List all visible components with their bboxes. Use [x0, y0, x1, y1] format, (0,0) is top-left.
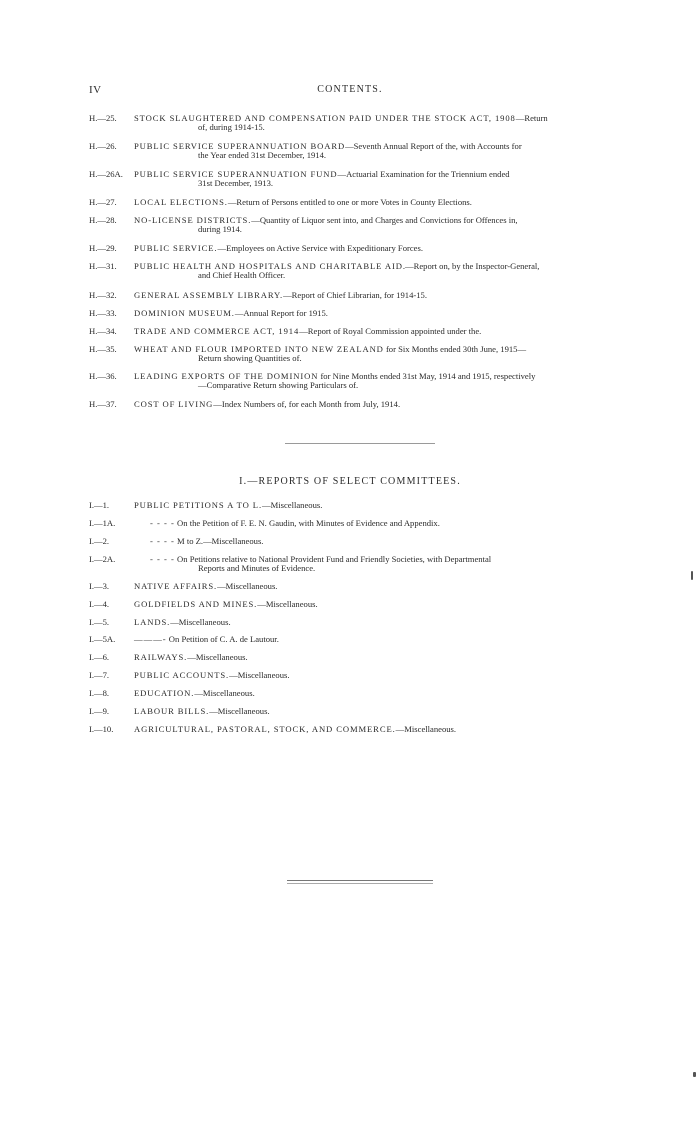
entry-description: —Annual Report for 1915.: [234, 308, 328, 318]
entry-code: I.—4.: [89, 599, 110, 609]
contents-entry-h33: [89, 309, 674, 318]
margin-speck: [691, 571, 693, 580]
entry-continuation: Return showing Quantities of.: [198, 353, 302, 364]
margin-speck: [693, 1072, 696, 1077]
entry-continuation: of, during 1914-15.: [198, 122, 265, 133]
entry-description: for Six Months ended 30th June, 1915—: [383, 344, 527, 354]
contents-entry-h34: [89, 327, 674, 336]
section-divider: [285, 443, 435, 444]
entry-continuation: and Chief Health Officer.: [198, 270, 286, 281]
contents-entry-h36: [89, 372, 674, 390]
entry-code: I.—5.: [89, 617, 110, 627]
entry-code: I.—8.: [89, 688, 110, 698]
entry-title: GENERAL ASSEMBLY LIBRARY.: [134, 290, 284, 300]
entry-description: —Actuarial Examination for the Triennium ended: [337, 169, 510, 179]
entry-title: WHEAT AND FLOUR IMPORTED INTO NEW ZEALAND: [134, 344, 384, 354]
contents-entry-i2a: [89, 555, 674, 573]
entry-description: for Nine Months ended 31st May, 1914 and 1915, respectively: [318, 371, 536, 381]
contents-entry-i3: [89, 582, 674, 591]
entry-description: —Miscellaneous.: [209, 706, 270, 716]
contents-entry-i6: [89, 653, 674, 662]
contents-entry-i4: [89, 600, 674, 609]
contents-entry-h25: [89, 114, 674, 132]
entry-title: EDUCATION.: [134, 688, 195, 698]
entry-continuation: 31st December, 1913.: [198, 178, 274, 189]
entry-code: H.—35.: [89, 344, 117, 354]
entry-description: M to Z.—Miscellaneous.: [174, 536, 264, 546]
entry-description: —Return: [515, 113, 548, 123]
entry-code: H.—29.: [89, 243, 117, 253]
entry-title: COST OF LIVING: [134, 399, 214, 409]
contents-entry-h27: [89, 198, 674, 207]
entry-title: LEADING EXPORTS OF THE DOMINION: [134, 371, 319, 381]
ditto-mark: - - - -: [150, 518, 175, 528]
entry-code: I.—10.: [89, 724, 114, 734]
entry-code: I.—2.: [89, 536, 110, 546]
entry-description: —Index Numbers of, for each Month from July, 1914.: [213, 399, 401, 409]
contents-entry-i7: [89, 671, 674, 680]
contents-entry-h32: [89, 291, 674, 300]
entry-title: NO-LICENSE DISTRICTS.: [134, 215, 252, 225]
entry-continuation: during 1914.: [198, 224, 242, 235]
entry-title: LABOUR BILLS.: [134, 706, 210, 716]
entry-code: I.—6.: [89, 652, 110, 662]
entry-title: STOCK SLAUGHTERED AND COMPENSATION PAID UNDER THE STOCK ACT, 1908: [134, 113, 516, 123]
entry-description: —Employees on Active Service with Expeditionary Forces.: [217, 243, 423, 253]
end-rule-upper: [287, 880, 433, 881]
entry-title: TRADE AND COMMERCE ACT, 1914: [134, 326, 300, 336]
contents-entry-i5: [89, 618, 674, 627]
entry-title: PUBLIC SERVICE SUPERANNUATION BOARD: [134, 141, 346, 151]
entry-description: —Report of Royal Commission appointed under the.: [299, 326, 482, 336]
contents-entry-h26a: [89, 170, 674, 188]
entry-code: I.—7.: [89, 670, 110, 680]
entry-code: I.—9.: [89, 706, 110, 716]
entry-code: H.—33.: [89, 308, 117, 318]
entry-title: GOLDFIELDS AND MINES.: [134, 599, 258, 609]
contents-entry-i1a: [89, 519, 674, 528]
entry-title: PUBLIC HEALTH AND HOSPITALS AND CHARITABLE AID: [134, 261, 403, 271]
contents-entry-i10: [89, 725, 674, 734]
entry-code: H.—26A.: [89, 169, 123, 179]
entry-description: —Return of Persons entitled to one or more Votes in County Elections.: [227, 197, 472, 207]
entry-continuation: the Year ended 31st December, 1914.: [198, 150, 327, 161]
entry-code: H.—27.: [89, 197, 117, 207]
entry-description: .—Report on, by the Inspector-General,: [402, 261, 540, 271]
entry-code: I.—3.: [89, 581, 110, 591]
entry-description: On Petitions relative to National Provident Fund and Friendly Societies, with Departmental: [174, 554, 492, 564]
entry-description: —Report of Chief Librarian, for 1914-15.: [283, 290, 427, 300]
entry-code: H.—34.: [89, 326, 117, 336]
entry-title: PUBLIC ACCOUNTS.: [134, 670, 230, 680]
entry-description: —Quantity of Liquor sent into, and Charges and Convictions for Offences in,: [251, 215, 518, 225]
ditto-mark: - - - -: [150, 554, 175, 564]
entry-description: —Miscellaneous.: [262, 500, 323, 510]
entry-code: I.—5A.: [89, 634, 116, 644]
entry-code: I.—2A.: [89, 554, 116, 564]
entry-title: PUBLIC SERVICE SUPERANNUATION FUND: [134, 169, 338, 179]
entry-code: H.—36.: [89, 371, 117, 381]
entry-continuation: Reports and Minutes of Evidence.: [198, 563, 316, 574]
entry-code: I.—1.: [89, 500, 110, 510]
end-rule-lower: [287, 883, 433, 884]
entry-code: H.—32.: [89, 290, 117, 300]
contents-entry-i8: [89, 689, 674, 698]
entry-code: H.—28.: [89, 215, 117, 225]
entry-description: —Miscellaneous.: [187, 652, 248, 662]
entry-title: LANDS.: [134, 617, 171, 627]
entry-title: PUBLIC SERVICE.: [134, 243, 218, 253]
contents-entry-i2: [89, 537, 674, 546]
entry-code: H.—37.: [89, 399, 117, 409]
entry-code: H.—26.: [89, 141, 117, 151]
entry-description: On Petition of C. A. de Lautour.: [166, 634, 279, 644]
contents-entry-h26: [89, 142, 674, 160]
entry-description: —Miscellaneous.: [170, 617, 231, 627]
entry-title: NATIVE AFFAIRS.: [134, 581, 218, 591]
entry-continuation: —Comparative Return showing Particulars of.: [198, 380, 359, 391]
entry-code: I.—1A.: [89, 518, 116, 528]
entry-description: —Seventh Annual Report of the, with Accounts for: [345, 141, 522, 151]
entry-title: PUBLIC PETITIONS A TO L.: [134, 500, 262, 510]
contents-entry-h37: [89, 400, 674, 409]
contents-entry-h28: [89, 216, 674, 234]
entry-description: —Miscellaneous.: [229, 670, 290, 680]
page-number: IV: [89, 84, 102, 96]
entry-title: RAILWAYS.: [134, 652, 188, 662]
contents-entry-h31: [89, 262, 674, 280]
entry-code: H.—25.: [89, 113, 117, 123]
entry-code: H.—31.: [89, 261, 117, 271]
entry-title: DOMINION MUSEUM.: [134, 308, 235, 318]
running-head: CONTENTS.: [317, 84, 383, 95]
ditto-mark: - - - -: [150, 536, 175, 546]
section-heading: I.—REPORTS OF SELECT COMMITTEES.: [239, 476, 461, 487]
contents-entry-h29: [89, 244, 674, 253]
entry-description: —Miscellaneous.: [257, 599, 318, 609]
entry-description: —Miscellaneous.: [194, 688, 255, 698]
entry-description: On the Petition of F. E. N. Gaudin, with Minutes of Evidence and Appendix.: [174, 518, 440, 528]
contents-entry-i1: [89, 501, 674, 510]
entry-description: —Miscellaneous.: [395, 724, 457, 734]
entry-description: —Miscellaneous.: [217, 581, 278, 591]
contents-entry-i9: [89, 707, 674, 716]
entry-title: LOCAL ELECTIONS.: [134, 197, 228, 207]
entry-title: AGRICULTURAL, PASTORAL, STOCK, AND COMMERCE.: [134, 724, 396, 734]
contents-entry-h35: [89, 345, 674, 363]
ditto-mark: ———-: [134, 634, 167, 644]
contents-entry-i5a: [89, 635, 674, 644]
